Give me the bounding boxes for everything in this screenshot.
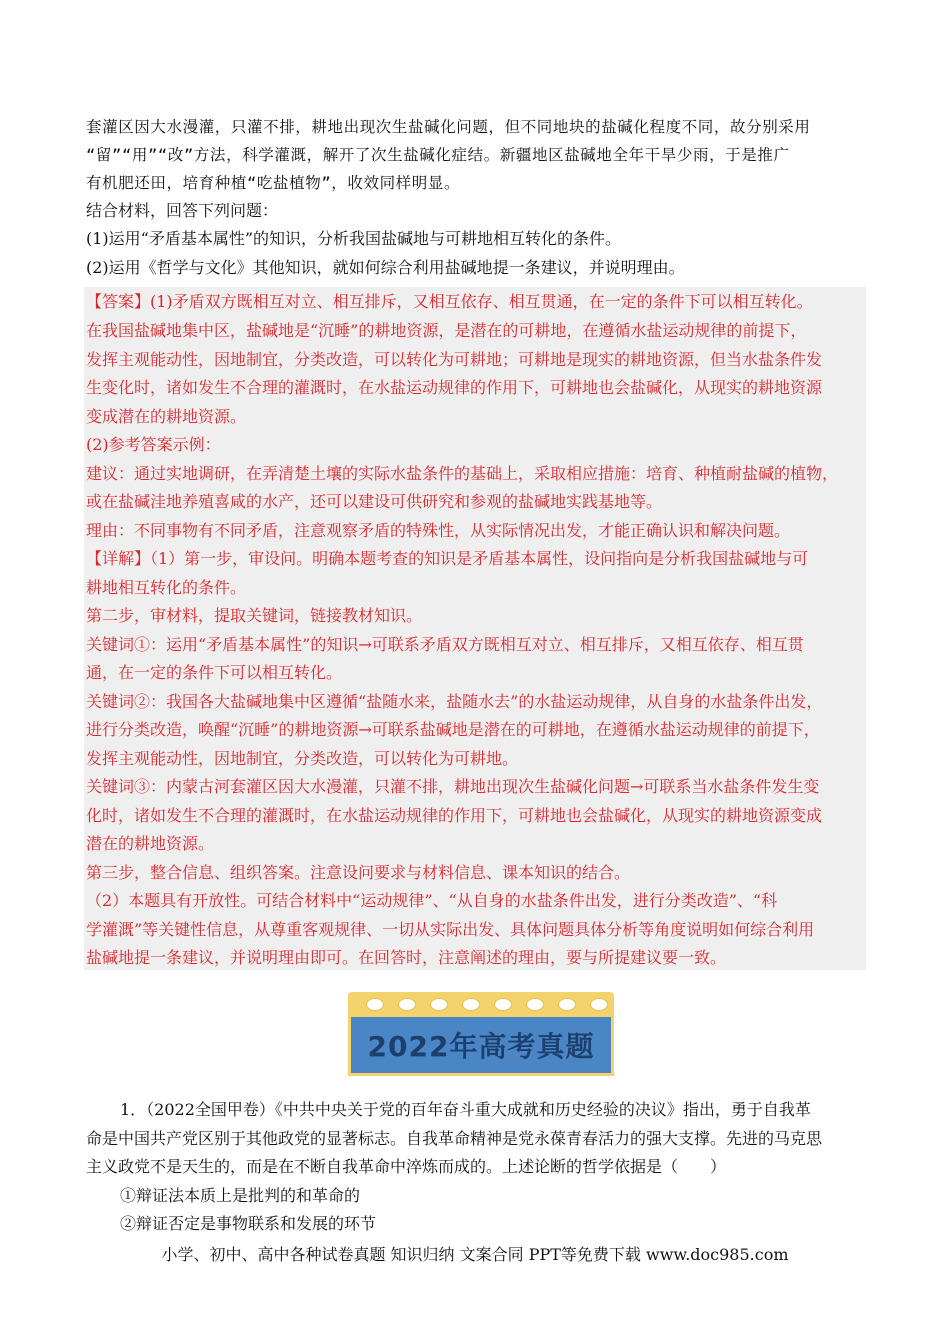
banner-body: [348, 1014, 614, 1076]
question-line: 主义政党不是天生的，而是在不断自我革命中淬炼而成的。上述论断的哲学依据是（ ）: [86, 1157, 727, 1176]
prompt-line: 结合材料，回答下列问题：: [86, 201, 279, 220]
material-line: 有机肥还田，培育种植“吃盐植物”，收效同样明显。: [86, 174, 461, 192]
answer-line: 发挥主观能动性，因地制宜，分类改造，可以转化为可耕地。: [86, 749, 519, 768]
answer-line: 盐碱地提一条建议，并说明理由即可。在回答时，注意阐述的理由，要与所提建议要一致。: [86, 948, 727, 967]
answer-line: 建议：通过实地调研，在弄清楚土壤的实际水盐条件的基础上，采取相应措施：培育、种植耐盐碱的植物，: [86, 464, 839, 483]
prompt-line: (2)运用《哲学与文化》其他知识，就如何综合利用盐碱地提一条建议，并说明理由。: [86, 258, 685, 277]
banner-dot-icon: [366, 998, 384, 1011]
answer-line: 潜在的耕地资源。: [86, 834, 215, 853]
answer-line: 化时，诸如发生不合理的灌溉时，在水盐运动规律的作用下，可耕地也会盐碱化，从现实的耕地资源变成: [86, 806, 823, 825]
answer-line: 发挥主观能动性，因地制宜，分类改造，可以转化为可耕地；可耕地是现实的耕地资源，但当水盐条件发: [86, 350, 823, 369]
banner-ribbon: [348, 992, 614, 1016]
answer-line: 关键词②：我国各大盐碱地集中区遵循“盐随水来，盐随水去”的水盐运动规律，从自身的水盐条件出发，: [86, 692, 823, 711]
answer-line: 在我国盐碱地集中区，盐碱地是“沉睡”的耕地资源，是潜在的可耕地，在遵循水盐运动规律的前提下，: [86, 321, 807, 340]
answer-line: 通，在一定的条件下可以相互转化。: [86, 663, 343, 682]
banner-dot-icon: [430, 998, 448, 1011]
answer-line: 第二步，审材料，提取关键词，链接教材知识。: [86, 606, 423, 625]
option-line: ①辩证法本质上是批判的和革命的: [120, 1186, 361, 1205]
prompt-line: (1)运用“矛盾基本属性”的知识，分析我国盐碱地与可耕地相互转化的条件。: [86, 229, 622, 248]
answer-line: 关键词①：运用“矛盾基本属性”的知识→可联系矛盾双方既相互对立、相互排斥，又相互依存、相互贯: [86, 635, 804, 654]
banner-dot-icon: [558, 998, 576, 1011]
question-line: 1．（2022全国甲卷）《中共中央关于党的百年奋斗重大成就和历史经验的决议》指出，勇于自我革: [120, 1100, 811, 1119]
answer-line: 生变化时，诸如发生不合理的灌溉时，在水盐运动规律的作用下，可耕地也会盐碱化，从现实的耕地资源: [86, 378, 823, 397]
material-line: “留”“用”“改”方法，科学灌溉，解开了次生盐碱化症结。新疆地区盐碱地全年干旱少雨，于是推广: [86, 146, 790, 164]
option-line: ②辩证否定是事物联系和发展的环节: [120, 1214, 377, 1233]
answer-line: 进行分类改造，唤醒“沉睡”的耕地资源→可联系盐碱地是潜在的可耕地，在遵循水盐运动规律的前提下，: [86, 720, 820, 739]
answer-line: 理由：不同事物有不同矛盾，注意观察矛盾的特殊性，从实际情况出发，才能正确认识和解决问题。: [86, 521, 791, 540]
section-banner: [348, 992, 614, 1082]
question-line: 命是中国共产党区别于其他政党的显著标志。自我革命精神是党永葆青春活力的强大支撑。先进的马克思: [86, 1129, 823, 1148]
material-line: 套灌区因大水漫灌，只灌不排，耕地出现次生盐碱化问题，但不同地块的盐碱化程度不同，故分别采用: [86, 118, 811, 136]
banner-title: 2022年高考真题: [367, 1030, 595, 1063]
banner-dot-icon: [526, 998, 544, 1011]
answer-line: 【详解】（1）第一步，审设问。明确本题考查的知识是矛盾基本属性，设问指向是分析我国盐碱地与可: [86, 549, 809, 568]
answer-line: (2)参考答案示例：: [86, 435, 221, 454]
answer-line: （2）本题具有开放性。可结合材料中“运动规律”、“从自身的水盐条件出发，进行分类改造”、“科: [86, 891, 778, 910]
answer-line: 变成潜在的耕地资源。: [86, 407, 247, 426]
answer-line: 学灌溉”等关键性信息，从尊重客观规律、一切从实际出发、具体问题具体分析等角度说明如何综合利用: [86, 920, 815, 939]
answer-line: 关键词③：内蒙古河套灌区因大水漫灌，只灌不排，耕地出现次生盐碱化问题→可联系当水盐条件发生变: [86, 777, 820, 796]
banner-dot-icon: [398, 998, 416, 1011]
banner-dot-icon: [494, 998, 512, 1011]
banner-dot-icon: [462, 998, 480, 1011]
answer-line: 或在盐碱洼地养殖喜咸的水产，还可以建设可供研究和参观的盐碱地实践基地等。: [86, 492, 663, 511]
page-footer: 小学、初中、高中各种试卷真题 知识归纳 文案合同 PPT等免费下载 www.doc985.com: [161, 1245, 789, 1264]
answer-line: 第三步，整合信息、组织答案。注意设问要求与材料信息、课本知识的结合。: [86, 863, 631, 882]
banner-dot-icon: [590, 998, 608, 1011]
answer-line: 耕地相互转化的条件。: [86, 578, 247, 597]
answer-line: 【答案】(1)矛盾双方既相互对立、相互排斥，又相互依存、相互贯通，在一定的条件下可以相互转化。: [86, 292, 813, 311]
